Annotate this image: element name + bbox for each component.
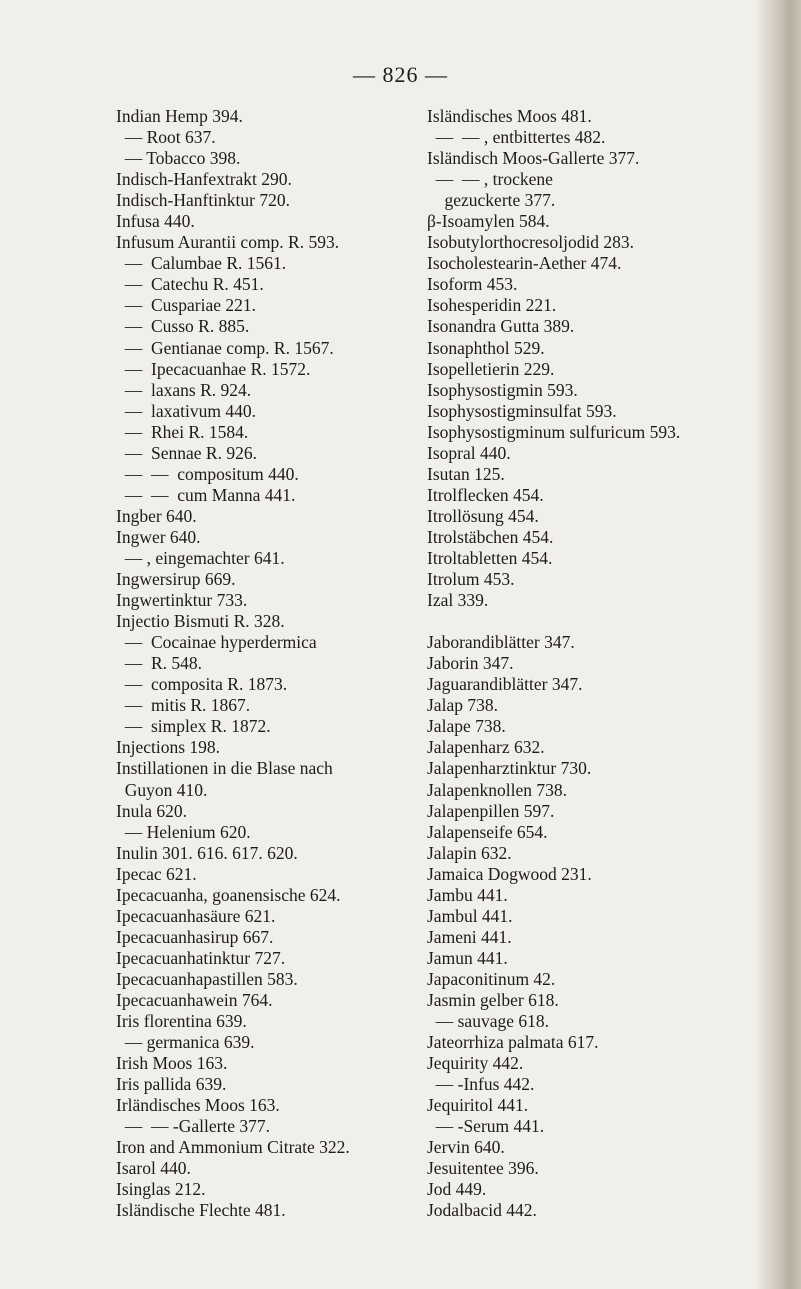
index-entry: — sauvage 618. — [427, 1011, 549, 1032]
index-entry: Isländisches Moos 481. — [427, 106, 592, 126]
index-entry: — — , trockene — [427, 169, 553, 190]
index-entry: — -Infus 442. — [427, 1074, 535, 1095]
index-entry: Ipecacuanhasirup 667. — [116, 926, 274, 947]
index-entry: Isophysostigmin 593. — [427, 379, 578, 400]
index-entry: Jameni 441. — [427, 926, 512, 947]
index-entry: — — cum Manna 441. — [116, 484, 296, 505]
index-entry: — Root 637. — [116, 127, 216, 148]
index-entry: Isocholestearin-Aether 474. — [427, 253, 622, 274]
index-entry: — composita R. 1873. — [116, 674, 288, 695]
index-entry: — germanica 639. — [116, 1032, 255, 1053]
index-entry: Inulin 301. 616. 617. 620. — [116, 842, 298, 863]
index-entry: — Ipecacuanhae R. 1572. — [116, 358, 311, 379]
index-entry: Jalapenpillen 597. — [427, 800, 555, 821]
index-entry: — laxativum 440. — [116, 400, 256, 421]
index-entry: Itrollösung 454. — [427, 505, 539, 526]
index-entry: — laxans R. 924. — [116, 379, 252, 400]
index-entry: Iris pallida 639. — [116, 1074, 227, 1095]
index-entry: Jequiritol 441. — [427, 1095, 529, 1116]
index-entry: Jalape 738. — [427, 716, 506, 737]
index-entry: — , eingemachter 641. — [116, 547, 285, 568]
index-entry: — R. 548. — [116, 653, 203, 674]
index-entry: — simplex R. 1872. — [116, 716, 271, 737]
index-entry: Ingwertinktur 733. — [116, 590, 248, 611]
index-entry: Itrolstäbchen 454. — [427, 526, 554, 547]
index-entry: gezuckerte 377. — [427, 190, 556, 211]
index-entry: Jalap 738. — [427, 695, 498, 716]
index-entry: β-Isoamylen 584. — [427, 211, 550, 232]
index-entry: Jalapenknollen 738. — [427, 779, 567, 800]
index-entry: Isopelletierin 229. — [427, 358, 555, 379]
index-entry: Jalapenharz 632. — [427, 737, 545, 758]
index-entry: Ipecacuanha, goanensische 624. — [116, 884, 341, 905]
index-entry: Isobutylorthocresoljodid 283. — [427, 232, 635, 253]
index-entry: Itroltabletten 454. — [427, 547, 553, 568]
index-entry: Infusa 440. — [116, 211, 195, 232]
index-column-right — [427, 106, 767, 1221]
index-entry: — Catechu R. 451. — [116, 274, 264, 295]
index-entry: Isoform 453. — [427, 274, 518, 295]
index-entry: Izal 339. — [427, 590, 489, 611]
index-entry: Jamun 441. — [427, 947, 508, 968]
index-entry: Isonaphthol 529. — [427, 337, 545, 358]
index-entry: Jamaica Dogwood 231. — [427, 863, 592, 884]
index-entry: — -Serum 441. — [427, 1116, 545, 1137]
index-entry: Ipecacuanhatinktur 727. — [116, 947, 286, 968]
index-entry: Jambul 441. — [427, 905, 513, 926]
index-entry: — — -Gallerte 377. — [116, 1116, 271, 1137]
index-entry: Ipecacuanhapastillen 583. — [116, 968, 298, 989]
index-entry: Indisch-Hanfextrakt 290. — [116, 169, 292, 190]
index-entry: Jaguarandiblätter 347. — [427, 674, 583, 695]
index-entry: Isinglas 212. — [116, 1179, 206, 1200]
index-entry: — Cuspariae 221. — [116, 295, 256, 316]
index-entry: — Rhei R. 1584. — [116, 421, 249, 442]
index-entry: — mitis R. 1867. — [116, 695, 251, 716]
index-entry: Jateorrhiza palmata 617. — [427, 1032, 599, 1053]
index-entry: — — , entbittertes 482. — [427, 127, 606, 148]
index-entry: Iron and Ammonium Citrate 322. — [116, 1137, 350, 1158]
index-entry: Itrolum 453. — [427, 569, 515, 590]
index-entry: Isländische Flechte 481. — [116, 1200, 286, 1221]
index-entry: — Cusso R. 885. — [116, 316, 250, 337]
index-entry: Iris florentina 639. — [116, 1011, 247, 1032]
index-entry: Ingwersirup 669. — [116, 569, 236, 590]
index-entry: Isutan 125. — [427, 463, 505, 484]
index-entry: — Helenium 620. — [116, 821, 251, 842]
index-entry: Irländisches Moos 163. — [116, 1095, 280, 1116]
index-entry: Jaborandiblätter 347. — [427, 632, 575, 653]
index-entry: Ingwer 640. — [116, 526, 201, 547]
index-entry: Isopral 440. — [427, 442, 511, 463]
index-entry: Japaconitinum 42. — [427, 968, 556, 989]
index-entry: Guyon 410. — [116, 779, 208, 800]
index-entry: Indian Hemp 394. — [116, 106, 243, 126]
index-entry: Jambu 441. — [427, 884, 508, 905]
index-entry: Itrolflecken 454. — [427, 484, 544, 505]
index-entry: — Cocainae hyperdermica — [116, 632, 317, 653]
index-entry: Ipecacuanhawein 764. — [116, 989, 273, 1010]
index-entry: Infusum Aurantii comp. R. 593. — [116, 232, 340, 253]
index-entry: Ipecacuanhasäure 621. — [116, 905, 276, 926]
index-entry: Jequirity 442. — [427, 1053, 524, 1074]
index-entry: Isohesperidin 221. — [427, 295, 557, 316]
index-entry: Instillationen in die Blase nach — [116, 758, 333, 779]
index-entry: Inula 620. — [116, 800, 187, 821]
index-entry: Jervin 640. — [427, 1137, 505, 1158]
index-entry: Isonandra Gutta 389. — [427, 316, 575, 337]
index-entry: Isophysostigminum sulfuricum 593. — [427, 421, 681, 442]
index-entry: — — compositum 440. — [116, 463, 299, 484]
index-entry: — Gentianae comp. R. 1567. — [116, 337, 334, 358]
page-number: — 826 — — [353, 62, 448, 87]
section-gap — [427, 611, 767, 632]
index-entry: Jalapin 632. — [427, 842, 512, 863]
index-entry: Injections 198. — [116, 737, 221, 758]
index-entry: Jesuitentee 396. — [427, 1158, 539, 1179]
index-entry: Isländisch Moos-Gallerte 377. — [427, 148, 640, 169]
index-entry: Jalapenharztinktur 730. — [427, 758, 592, 779]
index-entry: Injectio Bismuti R. 328. — [116, 611, 285, 632]
index-entry: Irish Moos 163. — [116, 1053, 228, 1074]
index-entry: Isophysostigminsulfat 593. — [427, 400, 617, 421]
index-entry: Jodalbacid 442. — [427, 1200, 537, 1221]
index-entry: — Tobacco 398. — [116, 148, 241, 169]
index-column-left — [116, 106, 416, 1221]
index-entry: Jod 449. — [427, 1179, 487, 1200]
index-entry: — Calumbae R. 1561. — [116, 253, 287, 274]
index-entry: Ipecac 621. — [116, 863, 197, 884]
index-entry: Jaborin 347. — [427, 653, 514, 674]
index-entry: Indisch-Hanftinktur 720. — [116, 190, 290, 211]
index-entry: Jalapenseife 654. — [427, 821, 548, 842]
index-entry: Isarol 440. — [116, 1158, 191, 1179]
index-entry: — Sennae R. 926. — [116, 442, 257, 463]
index-entry: Ingber 640. — [116, 505, 197, 526]
index-entry: Jasmin gelber 618. — [427, 989, 559, 1010]
